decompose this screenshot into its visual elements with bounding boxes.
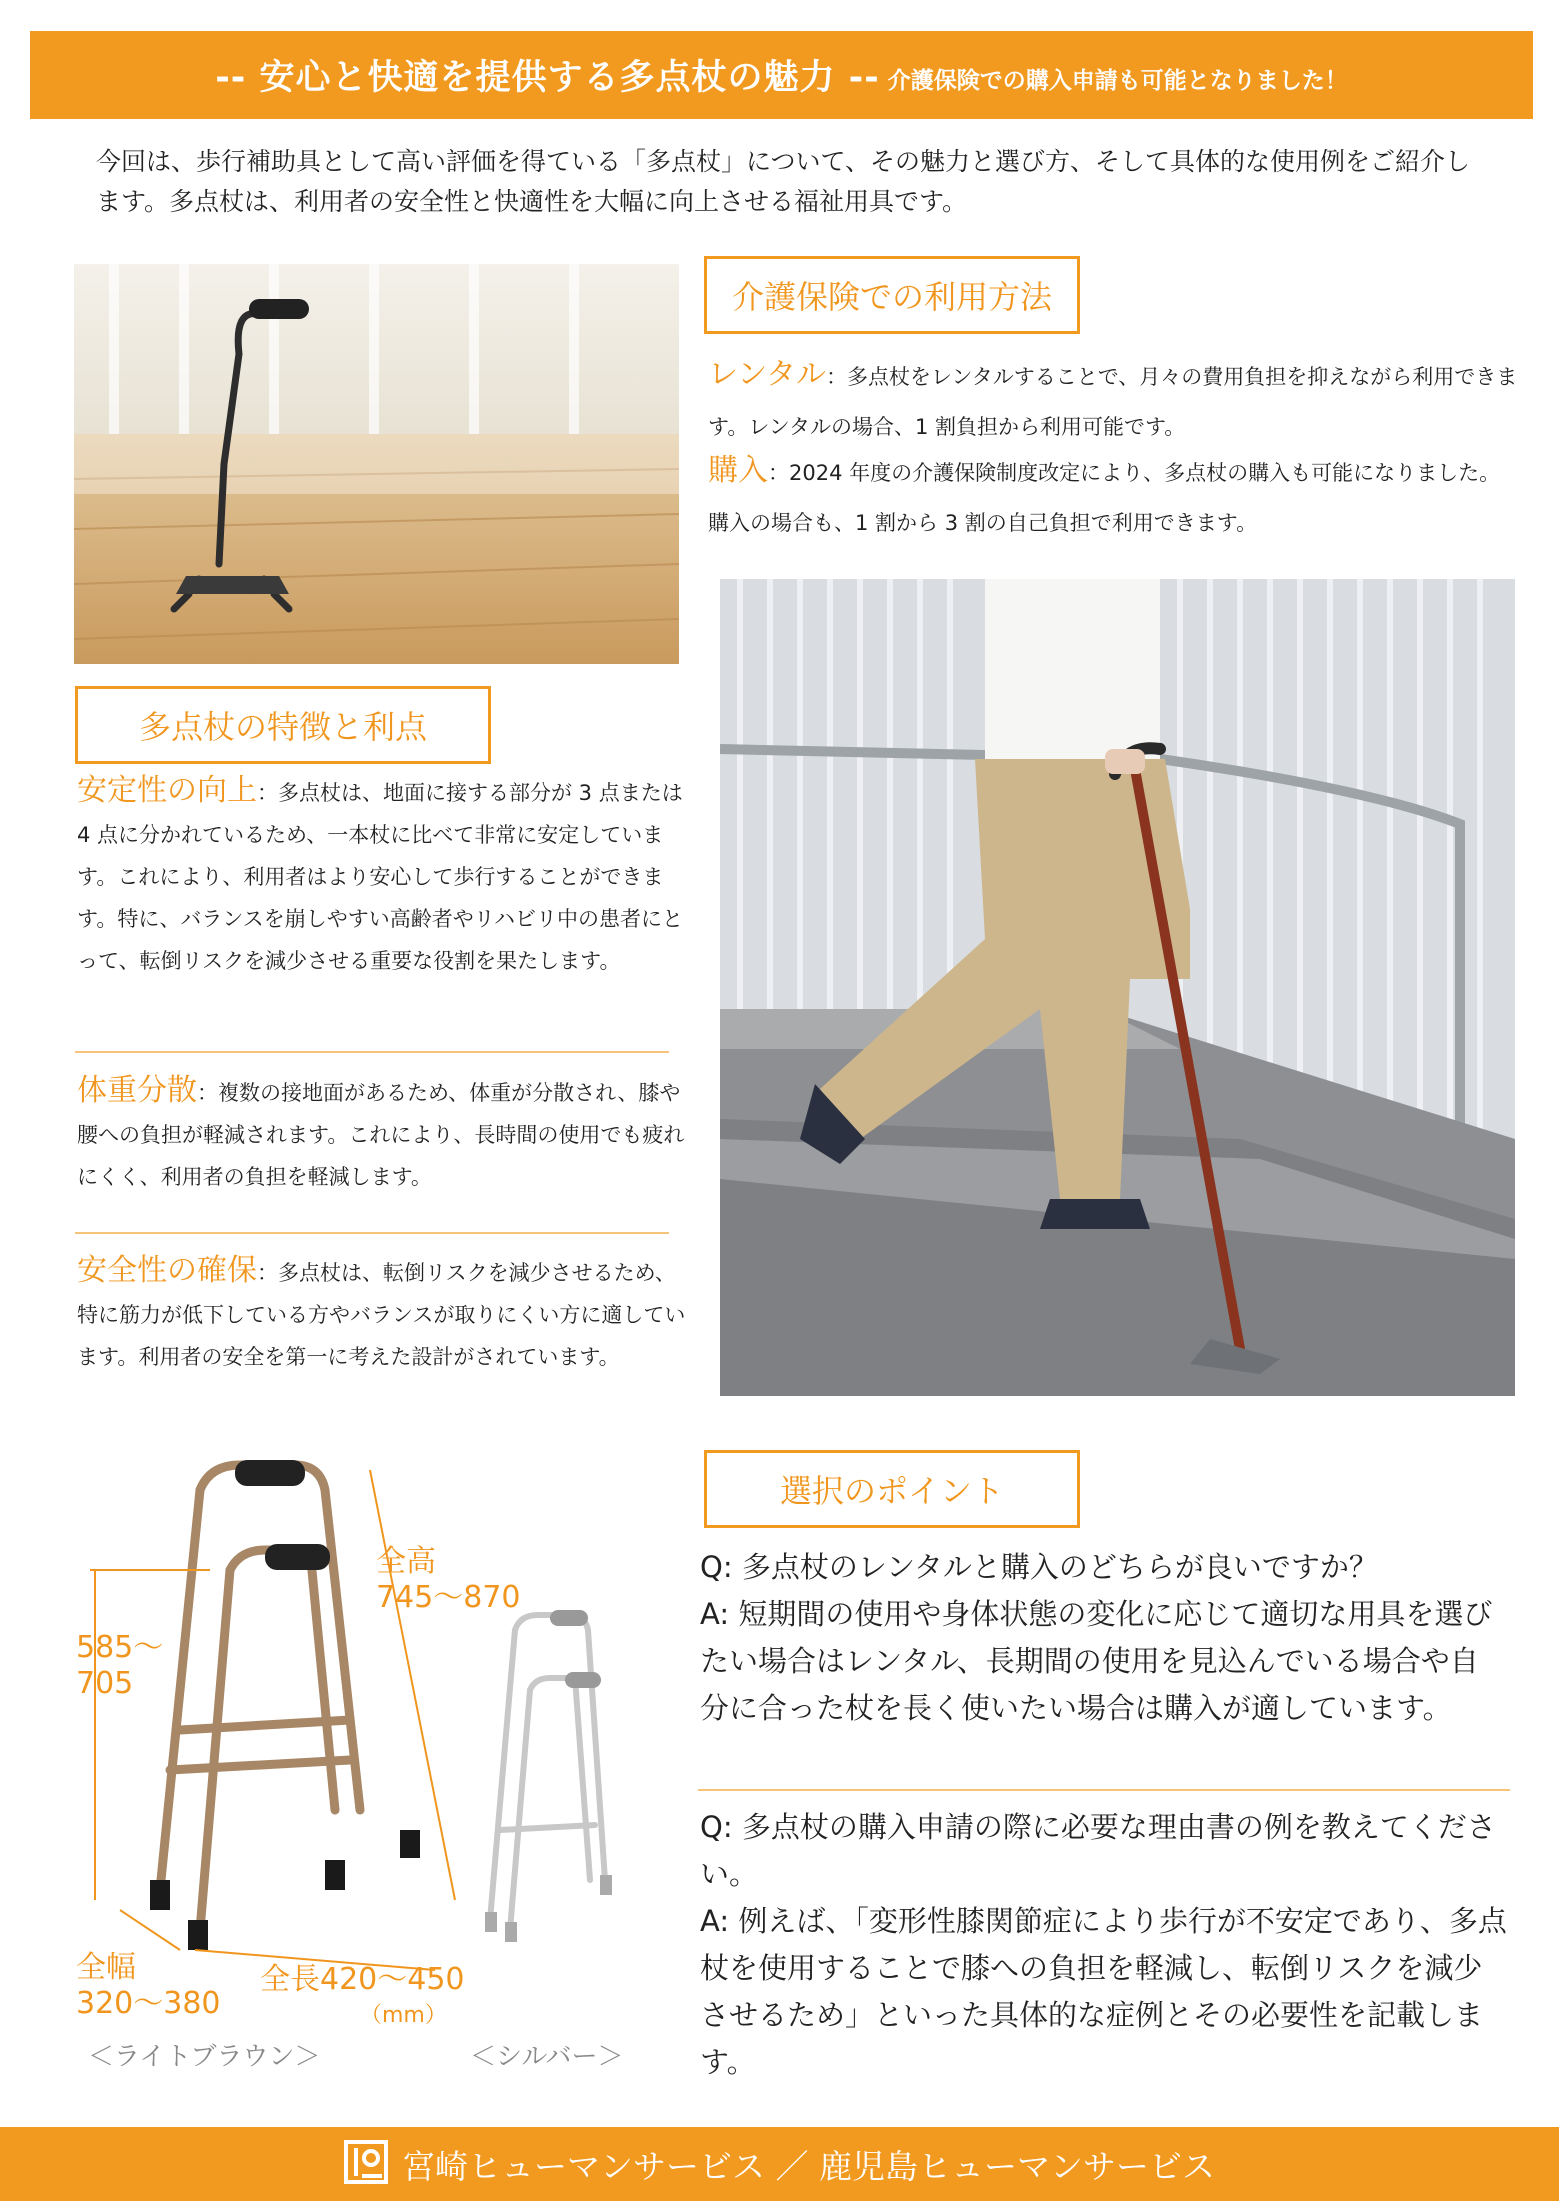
insurance-term: 購入 [708, 453, 768, 488]
qa-item-1 [700, 1544, 1500, 1732]
feature-text: ：多点杖は、転倒リスクを減少させるため、特に筋力が低下している方やバランスが取りにくい方に適しています。利用者の安全を第一に考えた設計がされています。 [77, 1261, 686, 1369]
answer: A: 短期間の使用や身体状態の変化に応じて適切な用具を選びたい場合はレンタル、長期間の使用を見込んでいる場合や自分に合った杖を長く使いたい場合は購入が適しています。 [700, 1597, 1493, 1725]
divider [75, 1232, 669, 1234]
unit-label: （mm） [360, 2003, 447, 2028]
feature-term: 安全性の確保 [77, 1253, 257, 1288]
feature-text: ：複数の接地面があるため、体重が分散され、膝や腰への負担が軽減されます。これにより、長時間の使用でも疲れにくく、利用者の負担を軽減します。 [77, 1081, 685, 1189]
footer-company-names: 宮崎ヒューマンサービス ／ 鹿児島ヒューマンサービス [402, 2146, 1215, 2186]
feature-stability [77, 770, 687, 982]
grip-value-2: 705 [76, 1666, 134, 1701]
feature-weight-distribution [77, 1070, 687, 1198]
qa-item-2 [700, 1804, 1510, 2086]
selection-heading-text: 選択のポイント [779, 1472, 1004, 1510]
feature-term: 体重分散 [77, 1073, 197, 1108]
insurance-heading [704, 256, 1080, 334]
width-label [76, 1950, 221, 2022]
intro-paragraph: 今回は、歩行補助具として高い評価を得ている「多点杖」について、その魅力と選び方、そして具体的な使用例をご紹介します。多点杖は、利用者の安全性と快適性を大幅に向上させる福祉用具です。 [96, 147, 1471, 216]
header-banner [30, 31, 1533, 119]
divider [75, 1051, 669, 1053]
divider [698, 1789, 1510, 1791]
insurance-text: ：2024 年度の介護保険制度改定により、多点杖の購入も可能になりました。購入の場合も、1 割から 3 割の自己負担で利用できます。 [708, 461, 1501, 535]
quad-cane-photo [74, 264, 679, 664]
grip-value-1: 585〜 [76, 1630, 164, 1665]
height-value: 745〜870 [376, 1580, 521, 1615]
insurance-text: ：多点杖をレンタルすることで、月々の費用負担を抑えながら利用できます。レンタルの場合、1 割負担から利用可能です。 [708, 365, 1518, 439]
footer-banner [0, 2127, 1559, 2201]
selection-heading [704, 1450, 1080, 1528]
width-label-text: 全幅 [76, 1950, 136, 1985]
caption-silver: ＜シルバー＞ [470, 2042, 624, 2072]
page-title: -- 安心と快適を提供する多点杖の魅力 -- [215, 58, 880, 98]
question: Q: 多点杖の購入申請の際に必要な理由書の例を教えてください。 [700, 1810, 1496, 1891]
company-logo-icon [344, 2140, 388, 2188]
insurance-purchase [708, 446, 1518, 548]
feature-term: 安定性の向上 [77, 773, 257, 808]
height-label [376, 1544, 521, 1616]
question: Q: 多点杖のレンタルと購入のどちらが良いですか？ [700, 1550, 1378, 1584]
grip-height-label [76, 1630, 163, 1702]
width-value: 320〜380 [76, 1986, 221, 2021]
feature-safety [77, 1250, 687, 1378]
feature-text: ：多点杖は、地面に接する部分が 3 点または 4 点に分かれているため、一本杖に比べて非常に安定しています。これにより、利用者はより安心して歩行することができます。特に、バランスを崩しやすい高齢者やリハビリ中の患者にとって、転倒リスクを減少させる重要な役割を果たします。 [77, 781, 684, 973]
insurance-rental [708, 350, 1518, 452]
features-heading [75, 686, 491, 764]
features-heading-text: 多点杖の特徴と利点 [138, 708, 427, 746]
insurance-heading-text: 介護保険での利用方法 [731, 278, 1052, 316]
height-label-text: 全高 [376, 1544, 436, 1579]
walker-product-diagram [60, 1450, 680, 2090]
walking-with-cane-photo [720, 579, 1515, 1396]
length-label: 全長420〜450 [260, 1962, 465, 1997]
caption-light-brown: ＜ライトブラウン＞ [88, 2042, 321, 2072]
answer: A: 例えば、「変形性膝関節症により歩行が不安定であり、多点杖を使用することで膝への負担を軽減し、転倒リスクを減少させるため」といった具体的な症例とその必要性を記載します。 [700, 1904, 1507, 2079]
insurance-term: レンタル [708, 357, 827, 392]
page-subtitle: 介護保険での購入申請も可能となりました！ [887, 67, 1348, 94]
